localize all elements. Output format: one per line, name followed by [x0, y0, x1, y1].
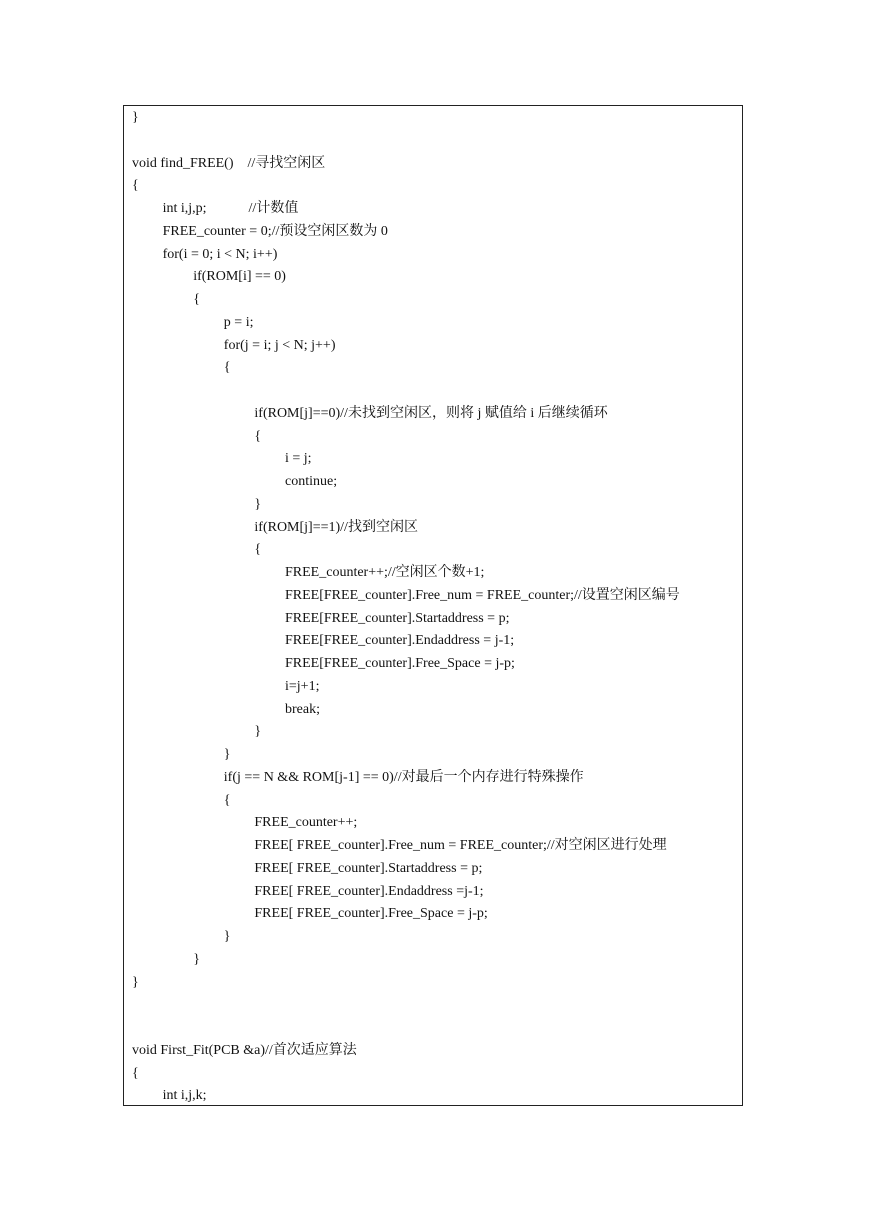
- code-line: if(ROM[i] == 0): [193, 269, 286, 285]
- code-line: void First_Fit(PCB &a)//首次适应算法: [132, 1042, 357, 1058]
- code-line: FREE[ FREE_counter].Free_num = FREE_counter;//对空闲区进行处理: [254, 838, 667, 853]
- code-line: break;: [285, 701, 320, 717]
- code-line: if(j == N && ROM[j-1] == 0)//对最后一个内存进行特殊操作: [223, 769, 584, 785]
- code-listing-box: [123, 105, 743, 1106]
- code-line: int i,j,k;: [162, 1088, 207, 1104]
- code-line: for(j = i; j < N; j++): [223, 337, 336, 353]
- code-line: FREE[ FREE_counter].Startaddress = p;: [254, 860, 483, 876]
- code-line: FREE_counter = 0;//预设空闲区数为 0: [162, 223, 388, 239]
- code-line: FREE[ FREE_counter].Endaddress =j-1;: [254, 883, 484, 899]
- code-line: i=j+1;: [285, 678, 320, 694]
- code-line: FREE[FREE_counter].Startaddress = p;: [285, 610, 510, 626]
- code-line: if(ROM[j]==0)//未找到空闲区，则将 j 赋值给 i 后继续循环: [254, 405, 608, 421]
- code-line: continue;: [285, 474, 338, 489]
- code-line: }: [132, 974, 139, 990]
- code-line: }: [223, 747, 231, 762]
- code-line: FREE[FREE_counter].Endaddress = j-1;: [285, 633, 515, 649]
- code-line: FREE_counter++;//空闲区个数+1;: [285, 565, 485, 580]
- code-line: {: [132, 1065, 139, 1081]
- code-line: {: [223, 792, 231, 808]
- code-lines: [124, 106, 742, 1105]
- code-line: p = i;: [223, 314, 254, 330]
- code-line: {: [193, 292, 200, 307]
- code-line: }: [223, 929, 231, 944]
- code-line: FREE[ FREE_counter].Free_Space = j-p;: [254, 906, 488, 922]
- code-line: }: [132, 110, 139, 125]
- code-line: int i,j,p; //计数值: [162, 201, 299, 216]
- code-line: FREE[FREE_counter].Free_num = FREE_counter;//设置空闲区编号: [285, 587, 680, 603]
- code-line: }: [254, 496, 262, 512]
- code-line: for(i = 0; i < N; i++): [162, 246, 278, 262]
- code-line: {: [254, 542, 262, 558]
- code-line: FREE[FREE_counter].Free_Space = j-p;: [285, 656, 515, 671]
- code-line: {: [254, 428, 262, 444]
- code-line: void find_FREE() //寻找空闲区: [132, 155, 326, 171]
- code-line: {: [223, 360, 231, 376]
- code-line: }: [254, 724, 262, 740]
- code-line: {: [132, 178, 139, 194]
- code-line: FREE_counter++;: [254, 815, 358, 831]
- code-line: }: [193, 951, 200, 967]
- code-line: i = j;: [285, 451, 312, 467]
- code-line: if(ROM[j]==1)//找到空闲区: [254, 519, 418, 535]
